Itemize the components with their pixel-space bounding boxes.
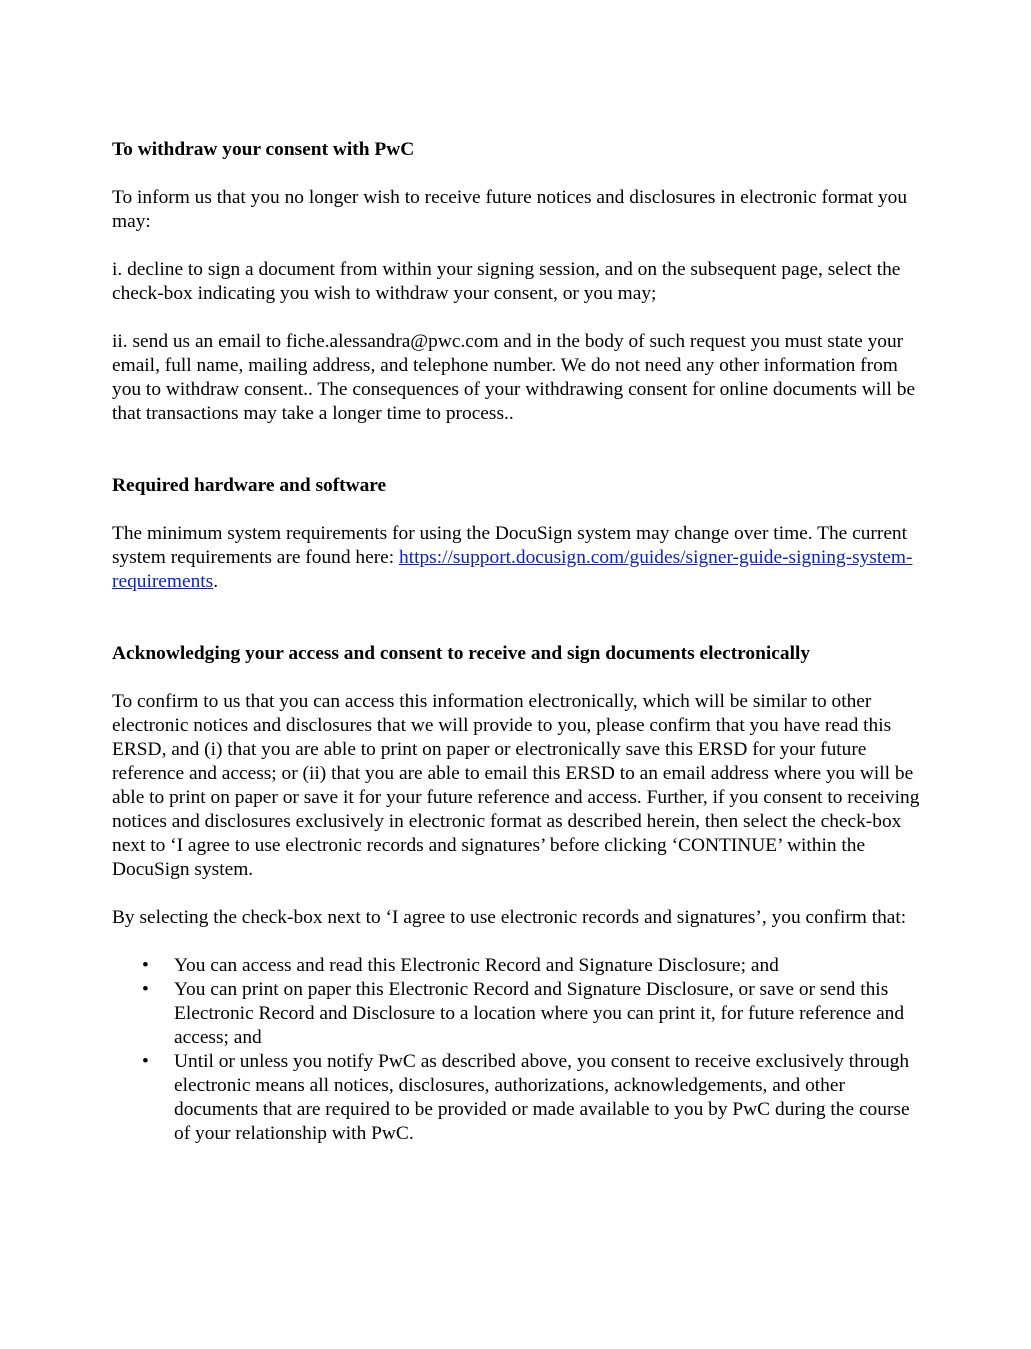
withdraw-consent-heading: To withdraw your consent with PwC	[112, 139, 415, 160]
list-item	[112, 1050, 922, 1146]
system-requirements-paragraph	[112, 522, 922, 594]
confirmation-bullet-list	[112, 954, 922, 1146]
list-item	[112, 954, 922, 978]
list-item-text: You can print on paper this Electronic Record and Signature Disclosure, or save or send this Electronic Record and Disclosure to a location where you can print it, for future reference and access; and	[174, 979, 905, 1048]
acknowledging-paragraph-1: To confirm to us that you can access this information electronically, which will be similar to other electronic notices and disclosures that we will provide to you, please confirm that you have read this ERSD, and (i) that you are able to print on paper or electronically save this ERSD for your future reference and access; or (ii) that you are able to email this ERSD to an email address where you will be able to print on paper or save it for your future reference and access. Further, if you consent to receiving notices and disclosures exclusively in electronic format as described herein, then select the check-box next to ‘I agree to use electronic records and signatures’ before clicking ‘CONTINUE’ within the DocuSign system.	[112, 691, 920, 880]
system-requirements-text: The minimum system requirements for using the DocuSign system may change over time. The current system requirements are found here:	[112, 523, 908, 568]
hardware-software-heading: Required hardware and software	[112, 475, 387, 496]
system-requirements-period: .	[213, 571, 219, 592]
withdraw-option-i: i. decline to sign a document from within your signing session, and on the subsequent page, select the check-box indicating you wish to withdraw your consent, or you may;	[112, 259, 901, 304]
bullet-icon: •	[142, 955, 149, 976]
acknowledging-paragraph-2: By selecting the check-box next to ‘I agree to use electronic records and signatures’, you confirm that:	[112, 907, 907, 928]
acknowledging-consent-heading: Acknowledging your access and consent to receive and sign documents electronically	[112, 643, 811, 664]
withdraw-intro-paragraph: To inform us that you no longer wish to receive future notices and disclosures in electronic format you may:	[112, 187, 908, 232]
document-page	[112, 138, 922, 1146]
bullet-icon: •	[142, 1051, 149, 1072]
list-item-text: You can access and read this Electronic Record and Signature Disclosure; and	[174, 955, 779, 976]
list-item	[112, 978, 922, 1050]
bullet-icon: •	[142, 979, 149, 1000]
withdraw-option-ii: ii. send us an email to fiche.alessandra@pwc.com and in the body of such request you must state your email, full name, mailing address, and telephone number. We do not need any other information from you to withdraw consent.. The consequences of your withdrawing consent for online documents will be that transactions may take a longer time to process..	[112, 331, 916, 424]
system-requirements-link[interactable]: https://support.docusign.com/guides/signer-guide-signing-system-requirements	[112, 547, 913, 592]
list-item-text: Until or unless you notify PwC as described above, you consent to receive exclusively through electronic means all notices, disclosures, authorizations, acknowledgements, and other documents that are required to be provided or made available to you by PwC during the course of your relationship with PwC.	[174, 1051, 910, 1144]
